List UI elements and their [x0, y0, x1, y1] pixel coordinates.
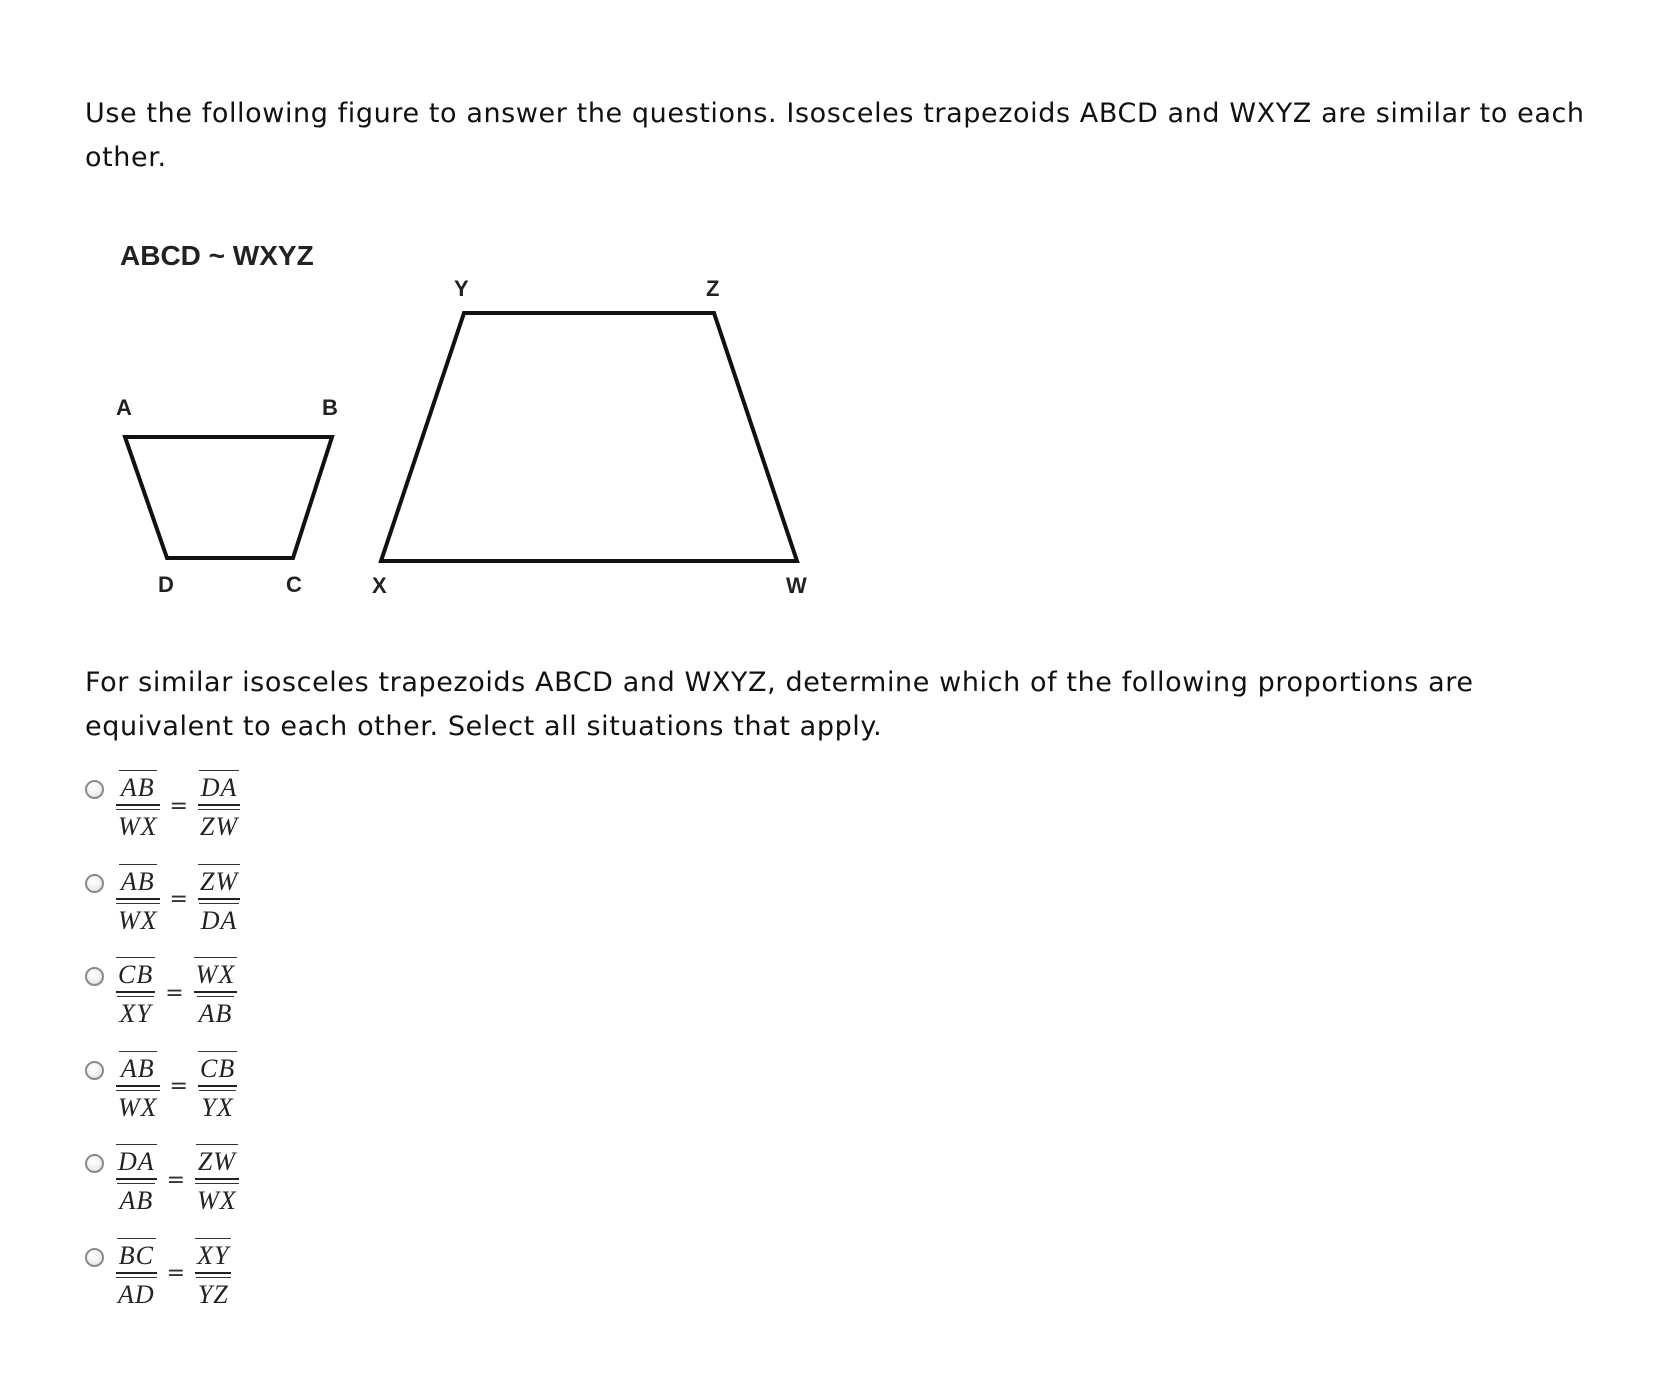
radio-button[interactable]	[85, 1061, 104, 1080]
right-ratio	[196, 770, 242, 842]
trapezoid-diagram	[100, 235, 820, 615]
fraction-bar	[116, 898, 160, 900]
right-ratio	[193, 1144, 241, 1216]
question-prompt: For similar isosceles trapezoids ABCD and WXYZ, determine which of the following proportions are equivalent to each other. Select all situations that apply.	[85, 667, 1474, 742]
left-ratio	[114, 1238, 159, 1310]
proportion	[114, 957, 239, 1029]
segment-label: WX	[116, 809, 160, 842]
equals-sign: =	[169, 887, 188, 912]
vertex-label-w: W	[786, 573, 807, 598]
segment-label: CB	[116, 957, 155, 990]
proportion	[114, 1051, 239, 1123]
segment-label: XY	[195, 1238, 231, 1271]
trapezoid-wxyz	[381, 313, 797, 561]
left-ratio	[114, 770, 162, 842]
segment-label: WX	[194, 957, 238, 990]
fraction-bar	[116, 1272, 157, 1274]
answer-option[interactable]	[85, 1238, 242, 1332]
answer-option[interactable]	[85, 957, 242, 1051]
fraction-bar	[194, 991, 238, 993]
equals-sign: =	[169, 793, 188, 819]
answer-option[interactable]	[85, 770, 242, 864]
vertex-label-d: D	[158, 572, 174, 597]
segment-label: AD	[116, 1277, 157, 1310]
segment-label: AB	[119, 864, 157, 897]
vertex-label-c: C	[286, 572, 302, 597]
equals-sign: =	[166, 1167, 186, 1193]
segment-label: AB	[117, 1183, 155, 1216]
answer-option[interactable]	[85, 1051, 242, 1145]
segment-label: ZW	[198, 809, 240, 842]
proportion	[114, 1144, 241, 1216]
proportion	[114, 1238, 233, 1310]
radio-button[interactable]	[85, 874, 104, 893]
segment-label: AB	[197, 996, 235, 1029]
segment-label: XY	[117, 996, 153, 1029]
fraction-bar	[116, 1178, 157, 1180]
right-ratio	[196, 864, 242, 936]
segment-label: YZ	[196, 1277, 231, 1310]
segment-label: AB	[119, 770, 157, 803]
segment-label: ZW	[196, 1144, 238, 1177]
answer-option[interactable]	[85, 1144, 242, 1238]
radio-button[interactable]	[85, 780, 104, 799]
segment-label: DA	[199, 903, 240, 936]
vertex-label-y: Y	[454, 276, 469, 301]
vertex-label-a: A	[116, 395, 132, 420]
fraction-bar	[198, 1085, 237, 1087]
question-intro: Use the following figure to answer the questions. Isosceles trapezoids ABCD and WXYZ are similar to each other.	[85, 98, 1585, 173]
segment-label: DA	[199, 770, 240, 803]
segment-label: YX	[199, 1090, 235, 1123]
answer-options	[85, 770, 242, 1331]
trapezoid-figure	[100, 235, 820, 619]
segment-label: CB	[198, 1051, 237, 1084]
right-ratio	[192, 957, 240, 1029]
proportion	[114, 770, 242, 842]
left-ratio	[114, 864, 162, 936]
right-ratio	[193, 1238, 233, 1310]
left-ratio	[114, 957, 157, 1029]
vertex-label-z: Z	[706, 276, 720, 301]
vertex-label-x: X	[372, 573, 387, 598]
segment-label: ZW	[198, 864, 240, 897]
left-ratio	[114, 1144, 159, 1216]
right-ratio	[196, 1051, 239, 1123]
segment-label: WX	[116, 1090, 160, 1123]
segment-label: WX	[195, 1183, 239, 1216]
similarity-caption: ABCD ~ WXYZ	[120, 240, 314, 271]
fraction-bar	[195, 1178, 239, 1180]
equals-sign: =	[169, 1074, 188, 1099]
proportion	[114, 864, 242, 936]
segment-label: WX	[116, 903, 160, 936]
radio-button[interactable]	[85, 1248, 104, 1267]
segment-label: DA	[116, 1144, 157, 1177]
fraction-bar	[195, 1272, 231, 1274]
fraction-bar	[198, 898, 240, 900]
fraction-bar	[198, 804, 240, 806]
segment-label: BC	[117, 1238, 156, 1271]
fraction-bar	[116, 1085, 160, 1087]
fraction-bar	[116, 804, 160, 806]
radio-button[interactable]	[85, 1154, 104, 1173]
left-ratio	[114, 1051, 162, 1123]
radio-button[interactable]	[85, 967, 104, 986]
trapezoid-abcd	[125, 437, 332, 558]
equals-sign: =	[166, 1261, 186, 1286]
segment-label: AB	[119, 1051, 157, 1084]
vertex-label-b: B	[322, 395, 338, 420]
equals-sign: =	[165, 980, 184, 1006]
fraction-bar	[116, 991, 155, 993]
answer-option[interactable]	[85, 864, 242, 958]
